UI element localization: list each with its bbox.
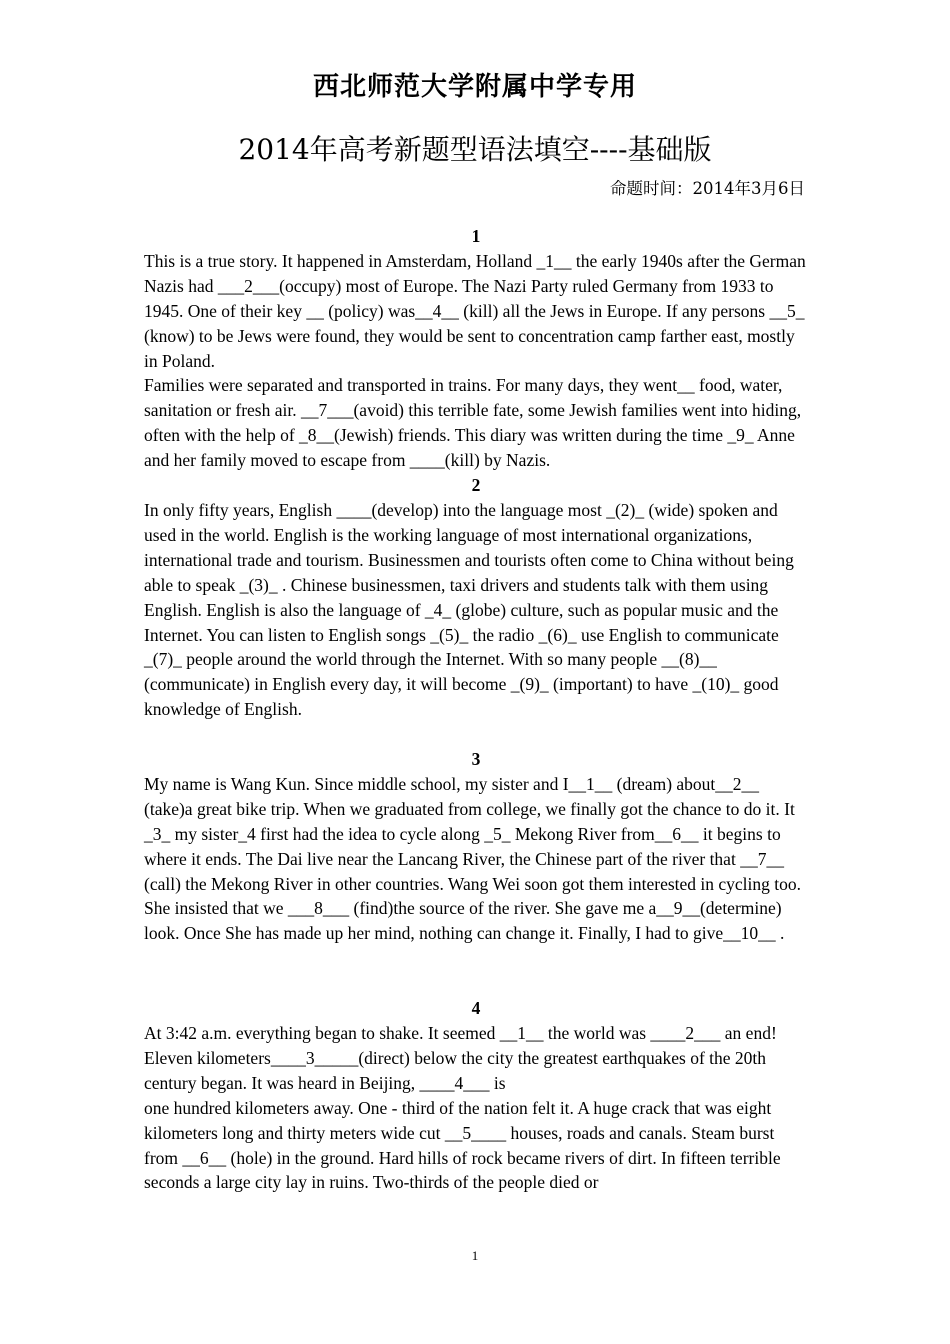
section-number: 1	[471, 226, 481, 246]
section-3	[144, 747, 808, 946]
section-number: 2	[471, 475, 481, 496]
paragraph: Families were separated and transported in trains. For many days, they went__ food, water, sanitation or fresh air. __7___(avoid) this terrible fate, some Jewish families went into hiding, often with the help of _8__(Jewish) friends. This diary was written during the time _9_ Anne and her family moved to escape from ____(kill) by Nazis.	[144, 375, 802, 471]
section-number: 4	[471, 998, 481, 1019]
page-subtitle: 2014年高考新题型语法填空----基础版	[238, 133, 712, 166]
paragraph: In only fifty years, English ____(develop) into the language most _(2)_ (wide) spoken and used in the world. English is the working language of most international organizations, international trade and tourism. Businessmen and tourists often come to China without being able to speak _(3)_ . Chinese businessmen, taxi drivers and students talk with them using English. English is also the language of _4_ (globe) culture, such as popular music and the Internet. You can listen to English songs _(5)_ the radio _(6)_ use English to communicate _(7)_ people around the world through the Internet. With so many people __(8)__ (communicate) in English every day, it will become _(9)_ (important) to have _(10)_ good knowledge of English.	[144, 499, 794, 720]
paragraph: one hundred kilometers away. One - third of the nation felt it. A huge crack that was eight kilometers long and thirty meters wide cut __5____ houses, roads and canals. Steam burst from __6__ (hole) in the ground. Hard hills of rock became rivers of dirt. In fifteen terrible seconds a large city lay in ruins. Two-thirds of the people died or	[144, 1097, 781, 1193]
spacer	[144, 722, 808, 747]
section-2	[144, 473, 808, 722]
page-title: 西北师范大学附属中学专用	[312, 72, 637, 102]
section-4	[144, 996, 808, 1195]
paragraph: At 3:42 a.m. everything began to shake. It seemed __1__ the world was ____2___ an end! Eleven kilometers____3_____(direct) below the city the greatest earthquakes of the 20th century began. It was heard in Beijing, ____4___ is	[144, 1022, 777, 1093]
date-line: 命题时间：2014年3月6日	[610, 179, 805, 198]
page-number: 1	[471, 1248, 479, 1263]
section-1	[144, 224, 808, 473]
exercise-content	[144, 224, 808, 1195]
section-number: 3	[471, 749, 481, 770]
paragraph: My name is Wang Kun. Since middle school, my sister and I__1__ (dream) about__2__ (take)a great bike trip. When we graduated from college, we finally got the chance to do it. It _3_ my sister_4 first had the idea to cycle along _5_ Mekong River from__6__ it begins to where it ends. The Dai live near the Lancang River, the Chinese part of the river that __7__ (call) the Mekong River in other countries. Wang Wei soon got them interested in cycling too. She insisted that we ___8___ (find)the source of the river. She gave me a__9__(determine) look. Once She has made up her mind, nothing can change it. Finally, I had to give__10__ .	[144, 773, 802, 944]
paragraph: This is a true story. It happened in Amsterdam, Holland _1__ the early 1940s after the German Nazis had ___2___(occupy) most of Europe. The Nazi Party ruled Germany from 1933 to 1945. One of their key __ (policy) was__4__ (kill) all the Jews in Europe. If any persons __5_ (know) to be Jews were found, they would be sent to concentration camp farther east, mostly in Poland.	[144, 250, 806, 371]
spacer	[144, 946, 808, 996]
